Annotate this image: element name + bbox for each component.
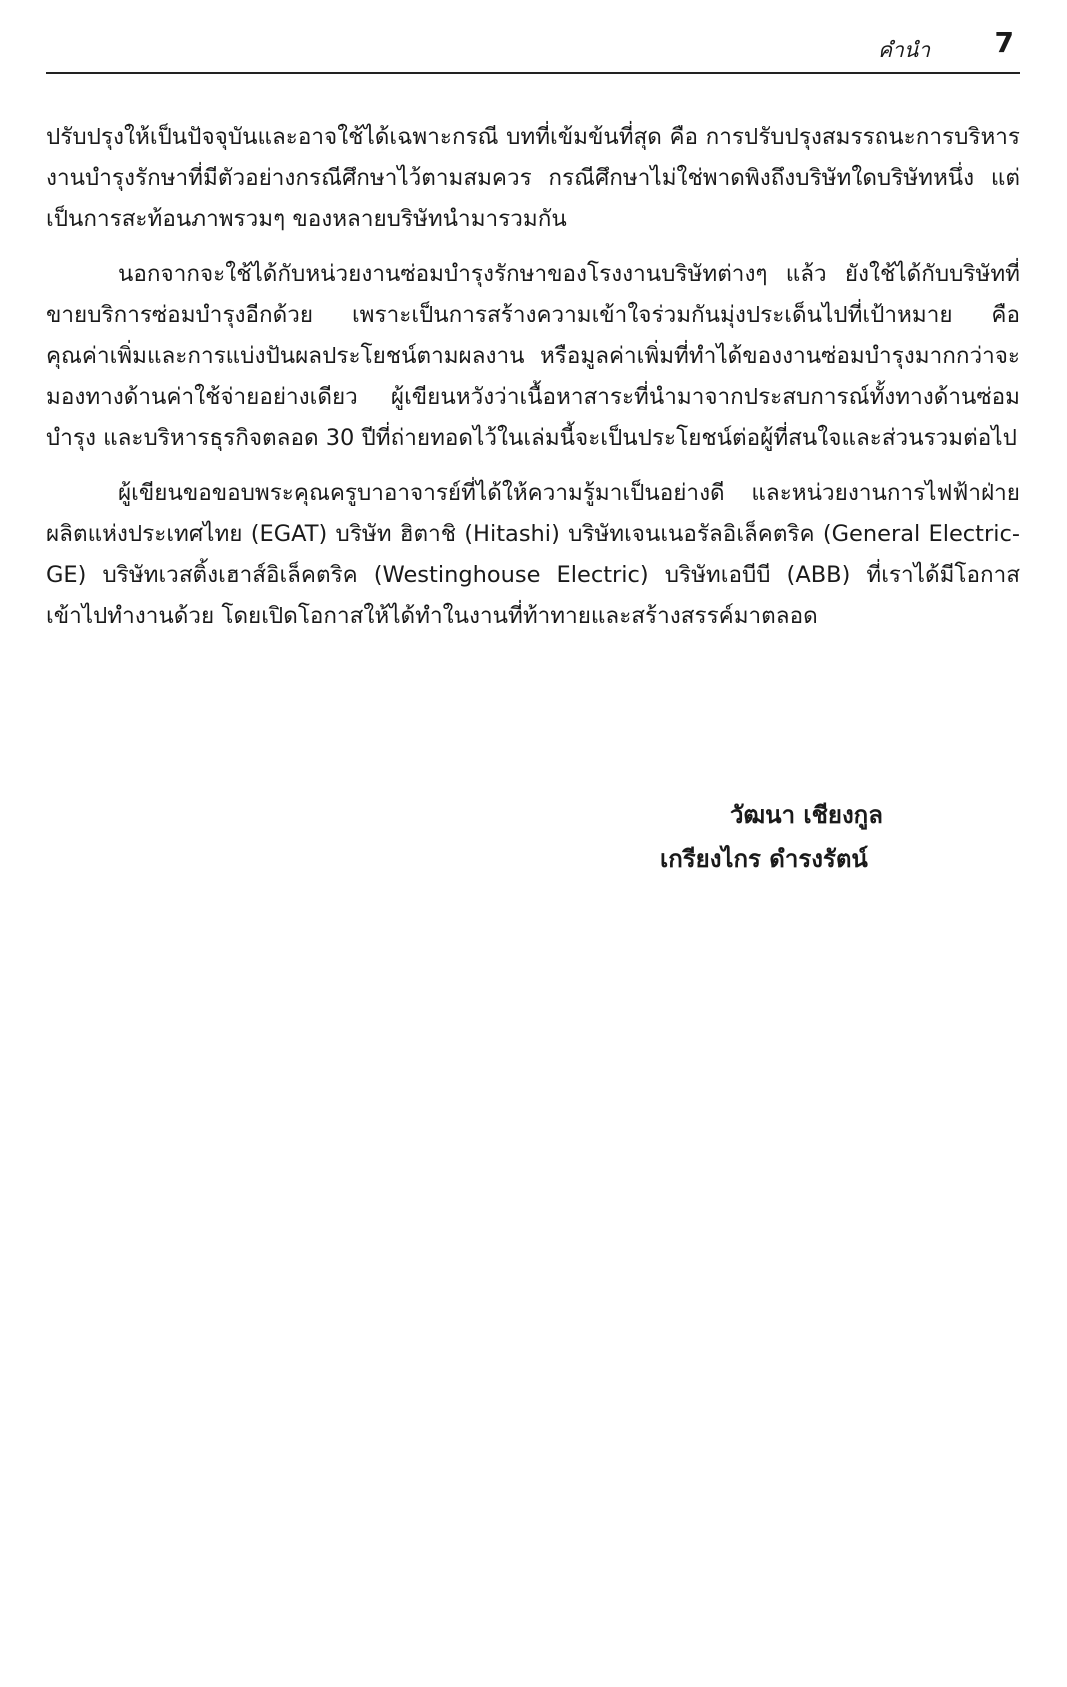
paragraph-1: ปรับปรุงให้เป็นปัจจุบันและอาจใช้ได้เฉพาะกรณี บทที่เข้มข้นที่สุด คือ การปรับปรุงสมรรถนะการบริหารงานบำรุงรักษาที่มีตัวอย่างกรณีศึกษาไว้ตามสมควร กรณีศึกษาไม่ใช่พาดพิงถึงบริษัทใดบริษัทหนึ่ง แต่เป็นการสะท้อนภาพรวมๆ ของหลายบริษัทนำมารวมกัน [46,124,1020,232]
page-number: 7 [994,26,1014,59]
signature-block [660,793,980,881]
running-head: คำนำ [878,38,930,62]
body-text [46,117,1020,637]
paragraph-3: ผู้เขียนขอขอบพระคุณครูบาอาจารย์ที่ได้ให้ความรู้มาเป็นอย่างดี และหน่วยงานการไฟฟ้าฝ่ายผลิตแห่งประเทศไทย (EGAT) บริษัท ฮิตาชิ (Hitashi) บริษัทเจนเนอรัลอิเล็คตริค (General Electric-GE) บริษัทเวสติ้งเฮาส์อิเล็คตริค (Westinghouse Electric) บริษัทเอบีบี (ABB) ที่เราได้มีโอกาสเข้าไปทำงานด้วย โดยเปิดโอกาสให้ได้ทำในงานที่ท้าทายและสร้างสรรค์มาตลอด [46,480,1020,629]
author-name-2: เกรียงไกร ดำรงรัตน์ [660,845,868,873]
paragraph-2: นอกจากจะใช้ได้กับหน่วยงานซ่อมบำรุงรักษาของโรงงานบริษัทต่างๆ แล้ว ยังใช้ได้กับบริษัทที่ขายบริการซ่อมบำรุงอีกด้วย เพราะเป็นการสร้างความเข้าใจร่วมกันมุ่งประเด็นไปที่เป้าหมาย คือ คุณค่าเพิ่มและการแบ่งปันผลประโยชน์ตามผลงาน หรือมูลค่าเพิ่มที่ทำได้ของงานซ่อมบำรุงมากกว่าจะมองทางด้านค่าใช้จ่ายอย่างเดียว ผู้เขียนหวังว่าเนื้อหาสาระที่นำมาจากประสบการณ์ทั้งทางด้านซ่อมบำรุง และบริหารธุรกิจตลอด 30 ปีที่ถ่ายทอดไว้ในเล่มนี้จะเป็นประโยชน์ต่อผู้ที่สนใจและส่วนรวมต่อไป [46,261,1020,451]
page-header [46,22,1020,74]
author-name-1: วัฒนา เชียงกูล [730,801,883,829]
